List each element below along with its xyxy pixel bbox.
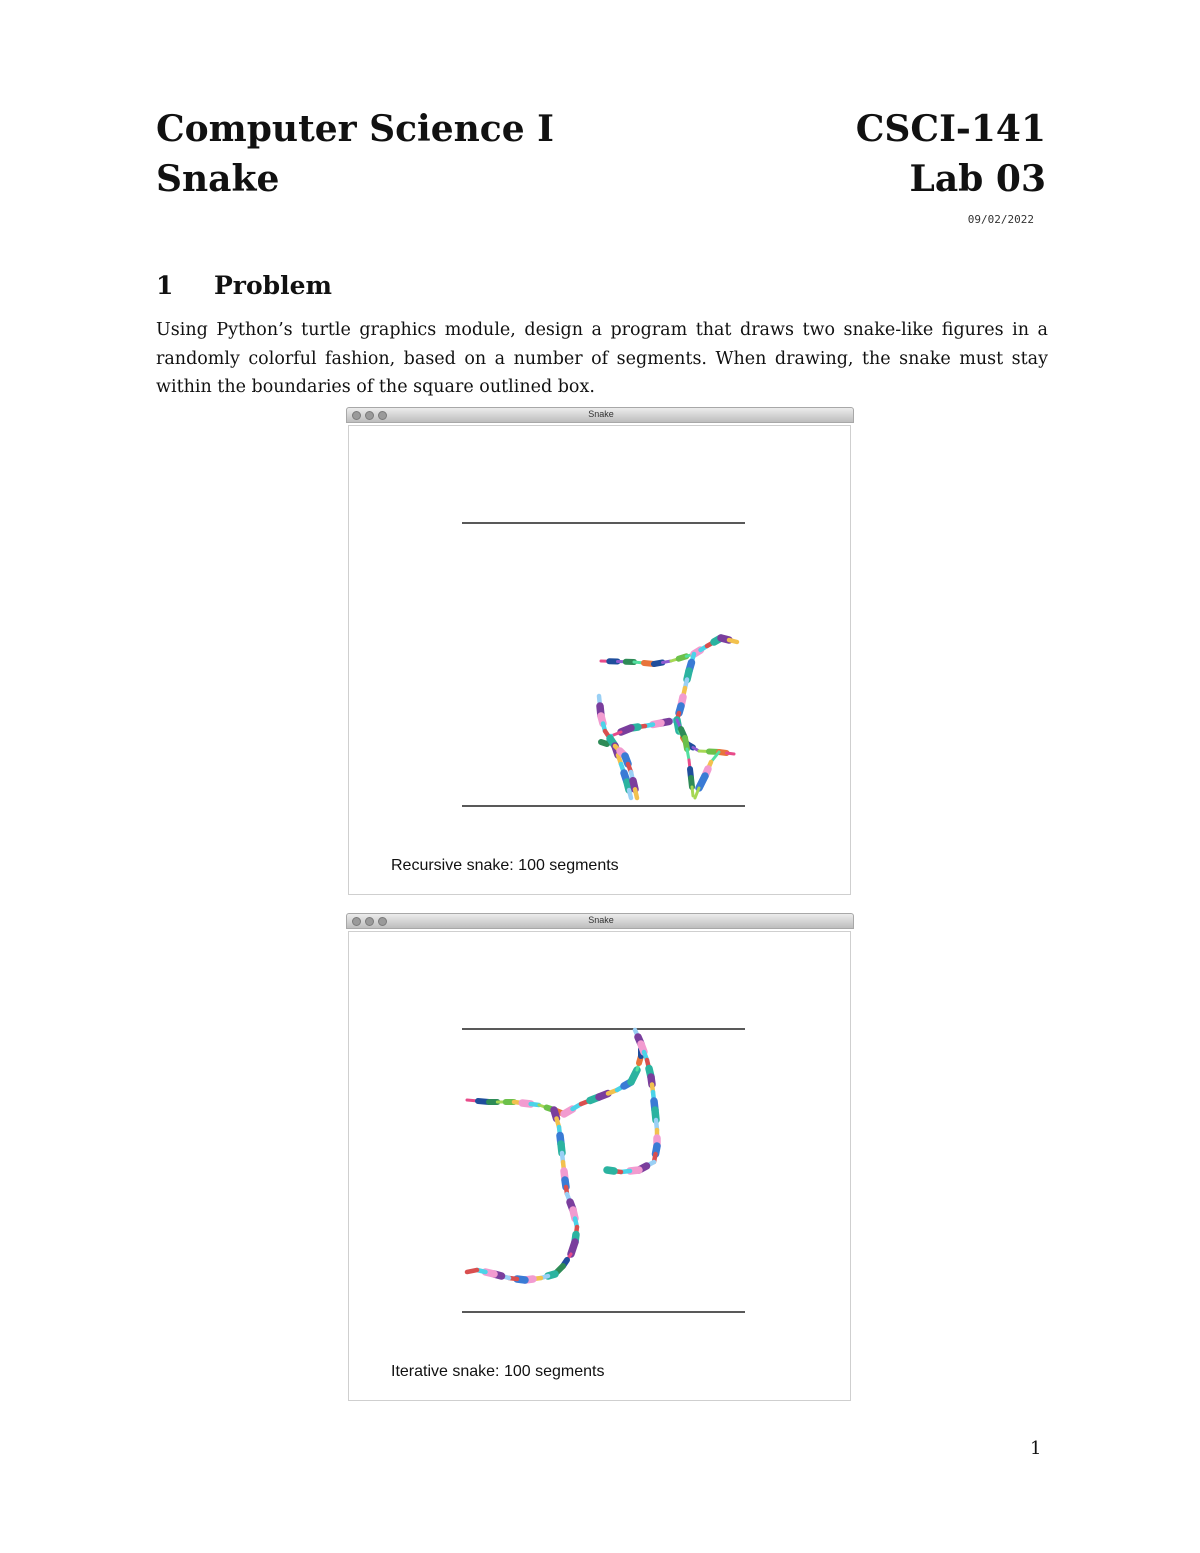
course-title: Computer Science I [156,108,555,150]
window-title: Snake [588,409,614,419]
turtle-canvas [348,425,851,895]
section-title: Problem [214,271,332,300]
snake-segment [727,753,735,754]
problem-paragraph: Using Python’s turtle graphics module, design a program that draws two snake-like figures in a randomly colorful fashion, based on a number of segments. When drawing, the snake must stay within the boundaries of the square outlined box. [156,320,1048,397]
snake-segment [601,742,607,744]
lab-number: Lab 03 [909,158,1046,200]
section-number: 1 [156,271,174,300]
snake-segment [621,728,631,732]
document-date: 09/02/2022 [967,213,1034,226]
snake-segment [631,1070,637,1082]
snake-segment [685,738,687,749]
snake-segment [692,787,693,796]
iterative-snake [467,1030,657,1280]
snake-segment [607,1170,614,1171]
window-titlebar [346,407,854,423]
header-row-1 [156,107,1046,151]
header-row-2 [156,157,1046,201]
snake-window-recursive [346,407,854,899]
window-title: Snake [588,915,614,925]
course-code: CSCI-141 [855,108,1046,150]
drawing-surface [349,932,850,1400]
recursive-snake [599,638,737,798]
snake-segment [699,776,705,788]
section-heading [156,268,332,304]
snake-segment [687,749,689,760]
turtle-canvas [348,931,851,1401]
snake-segment [571,1242,575,1254]
figure-caption: Recursive snake: 100 segments [391,857,619,874]
snake-segment [635,789,637,798]
snake-segment [629,790,631,798]
snake-segment [467,1270,477,1272]
drawing-surface [349,426,850,894]
figure-caption: Iterative snake: 100 segments [391,1363,605,1380]
lab-title: Snake [156,158,280,200]
snake-segment [729,640,737,642]
window-titlebar [346,913,854,929]
snake-window-iterative [346,913,854,1405]
page-number: 1 [1030,1438,1042,1459]
